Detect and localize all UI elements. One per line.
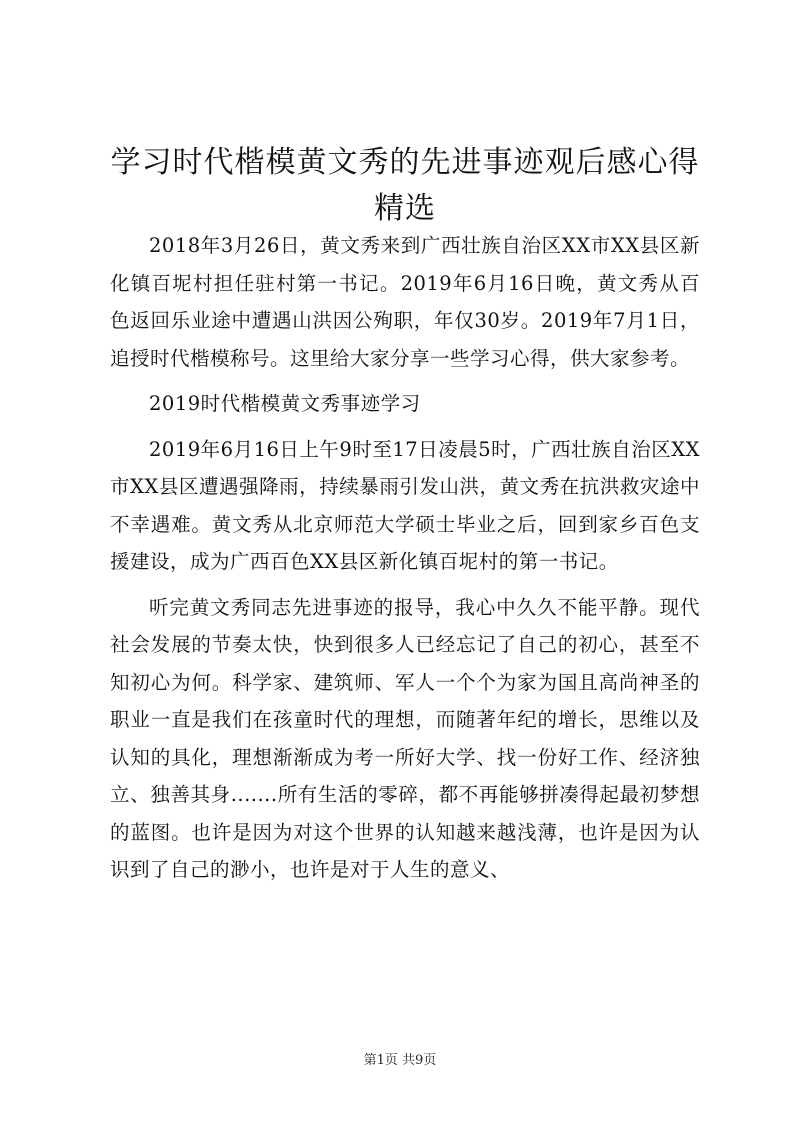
intro-paragraph: 2018年3月26日，黄文秀来到广西壮族自治区XX市XX县区新化镇百坭村担任驻村第一书记。2019年6月16日晚，黄文秀从百色返回乐业途中遭遇山洪因公殉职，年仅30岁。2019年7月1日，追授时代楷模称号。这里给大家分享一些学习心得，供大家参考。 bbox=[110, 234, 700, 370]
reflection-paragraph: 听完黄文秀同志先进事迹的报导，我心中久久不能平静。现代社会发展的节奏太快，快到很多人已经忘记了自己的初心，甚至不知初心为何。科学家、建筑师、军人一个个为家为国且高尚神圣的职业一直是我们在孩童时代的理想，而随著年纪的增长，思维以及认知的具化，理想渐渐成为考一所好大学、找一份好工作、经济独立、独善其身.......所有生活的零碎，都不再能够拼凑得起最初梦想的蓝图。也许是因为对这个世界的认知越来越浅薄，也许是因为认识到了自己的渺小，也许是对于人生的意义、 bbox=[110, 595, 700, 881]
section-heading: 2019时代楷模黄文秀事迹学习 bbox=[149, 392, 421, 415]
document-title: 学习时代楷模黄文秀的先进事迹观后感心得精选 bbox=[110, 145, 700, 226]
event-paragraph: 2019年6月16日上午9时至17日凌晨5时，广西壮族自治区XX市XX县区遭遇强降雨，持续暴雨引发山洪，黄文秀在抗洪救灾途中不幸遇难。黄文秀从北京师范大学硕士毕业之后，回到家乡百色支援建设，成为广西百色XX县区新化镇百坭村的第一书记。 bbox=[110, 437, 700, 573]
page-footer: 第1页 共9页 bbox=[363, 1053, 437, 1068]
document-body bbox=[110, 227, 700, 897]
